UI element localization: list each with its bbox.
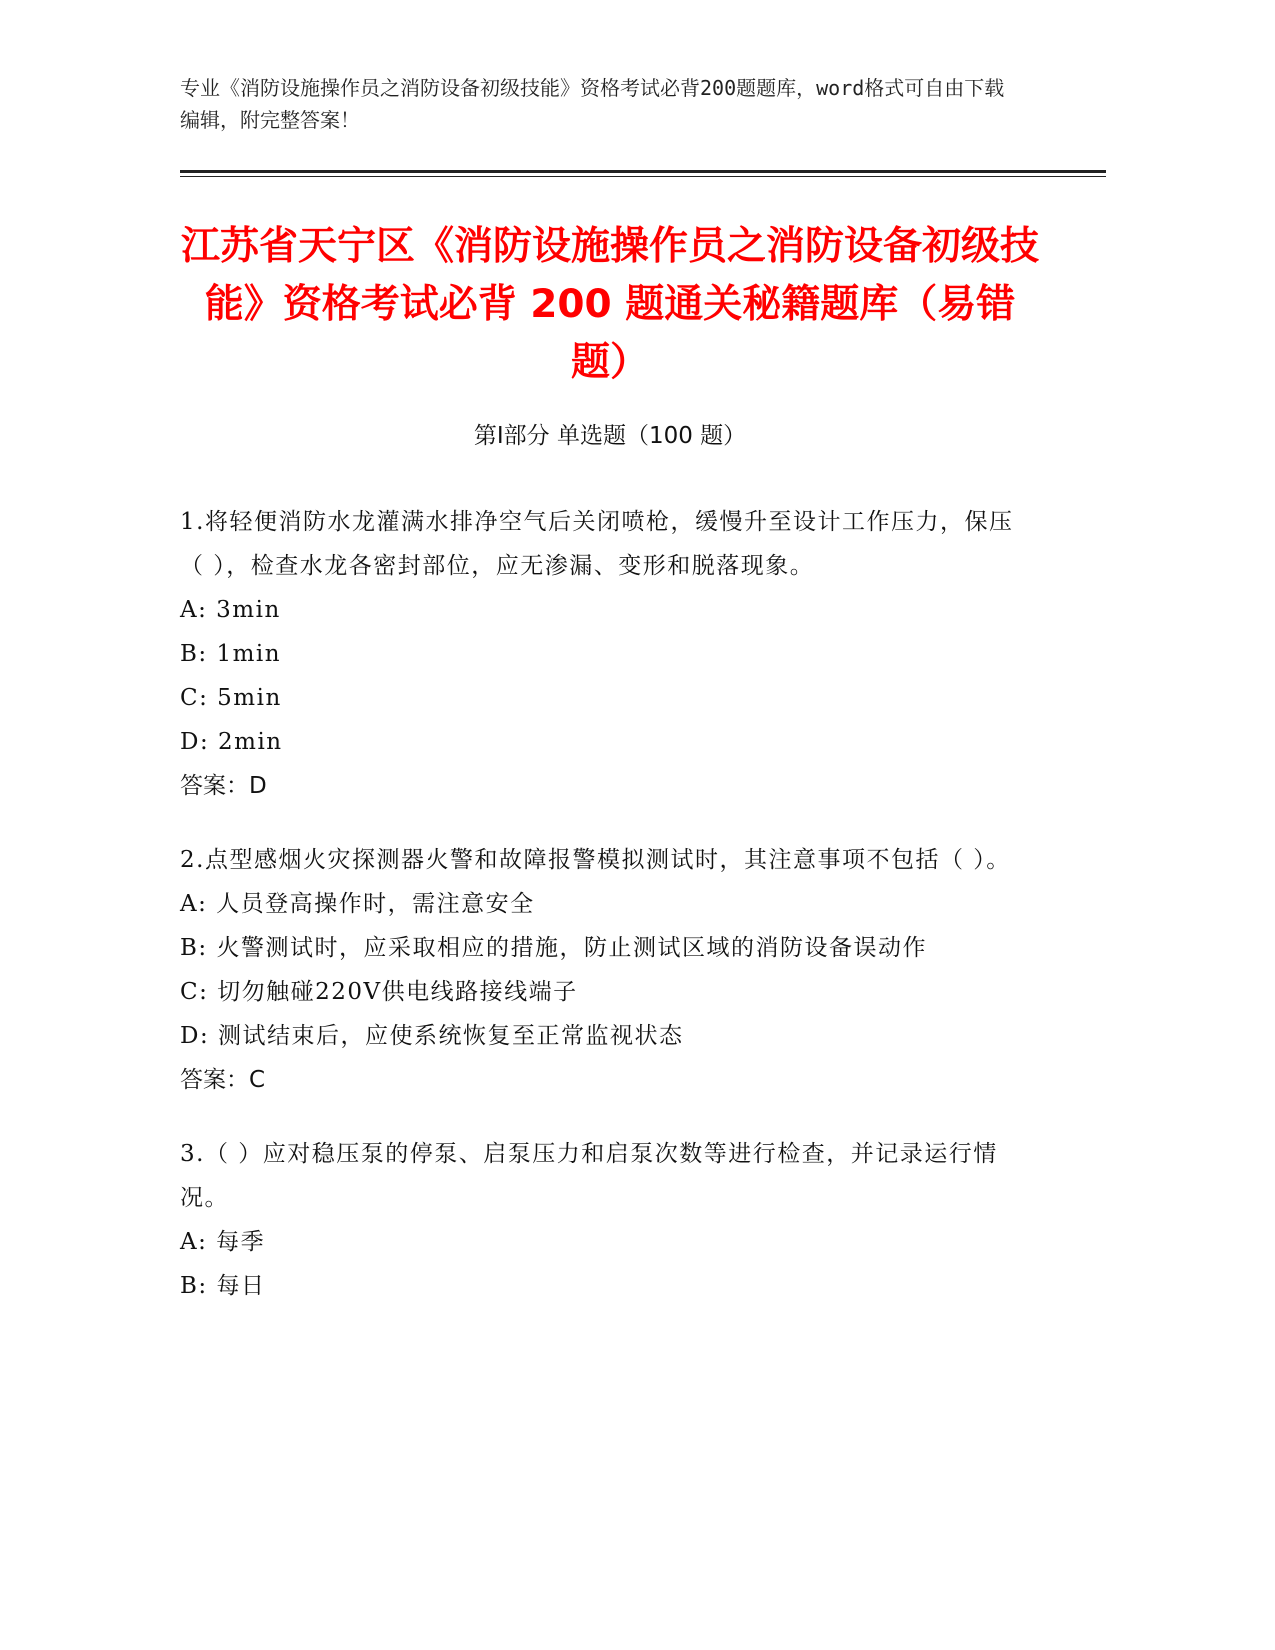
header-divider-thin xyxy=(180,176,1106,177)
option-a: A: 人员登高操作时，需注意安全 xyxy=(180,891,535,917)
question-3 xyxy=(180,1132,1030,1308)
option-d: D: 测试结束后，应使系统恢复至正常监视状态 xyxy=(180,1023,684,1049)
question-list xyxy=(180,500,1030,1338)
question-stem: 1.将轻便消防水龙灌满水排净空气后关闭喷枪，缓慢升至设计工作压力，保压（ ），检查水龙各密封部位，应无渗漏、变形和脱落现象。 xyxy=(180,509,1014,579)
header-note: 专业《消防设施操作员之消防设备初级技能》资格考试必背200题题库，word格式可自由下载编辑，附完整答案！ xyxy=(180,76,1005,132)
question-2 xyxy=(180,838,1030,1102)
section-title: 第Ⅰ部分 单选题（100 题） xyxy=(473,423,747,449)
answer-line: 答案：D xyxy=(180,773,267,799)
option-b: B: 每日 xyxy=(180,1273,266,1299)
option-b: B: 1min xyxy=(180,641,282,667)
option-a: A: 3min xyxy=(180,597,281,623)
question-stem: 3.（ ）应对稳压泵的停泵、启泵压力和启泵次数等进行检查，并记录运行情况。 xyxy=(180,1141,998,1211)
answer-line: 答案：C xyxy=(180,1067,266,1093)
option-d: D: 2min xyxy=(180,729,283,755)
question-1 xyxy=(180,500,1030,808)
option-c: C: 5min xyxy=(180,685,282,711)
option-a: A: 每季 xyxy=(180,1229,266,1255)
header-divider-thick xyxy=(180,170,1106,173)
question-stem: 2.点型感烟火灾探测器火警和故障报警模拟测试时，其注意事项不包括（ ）。 xyxy=(180,847,1011,873)
option-b: B: 火警测试时，应采取相应的措施，防止测试区域的消防设备误动作 xyxy=(180,935,927,961)
option-c: C: 切勿触碰220V供电线路接线端子 xyxy=(180,979,578,1005)
document-title: 江苏省天宁区《消防设施操作员之消防设备初级技能》资格考试必背 200 题通关秘籍题库（易错题） xyxy=(180,224,1039,385)
